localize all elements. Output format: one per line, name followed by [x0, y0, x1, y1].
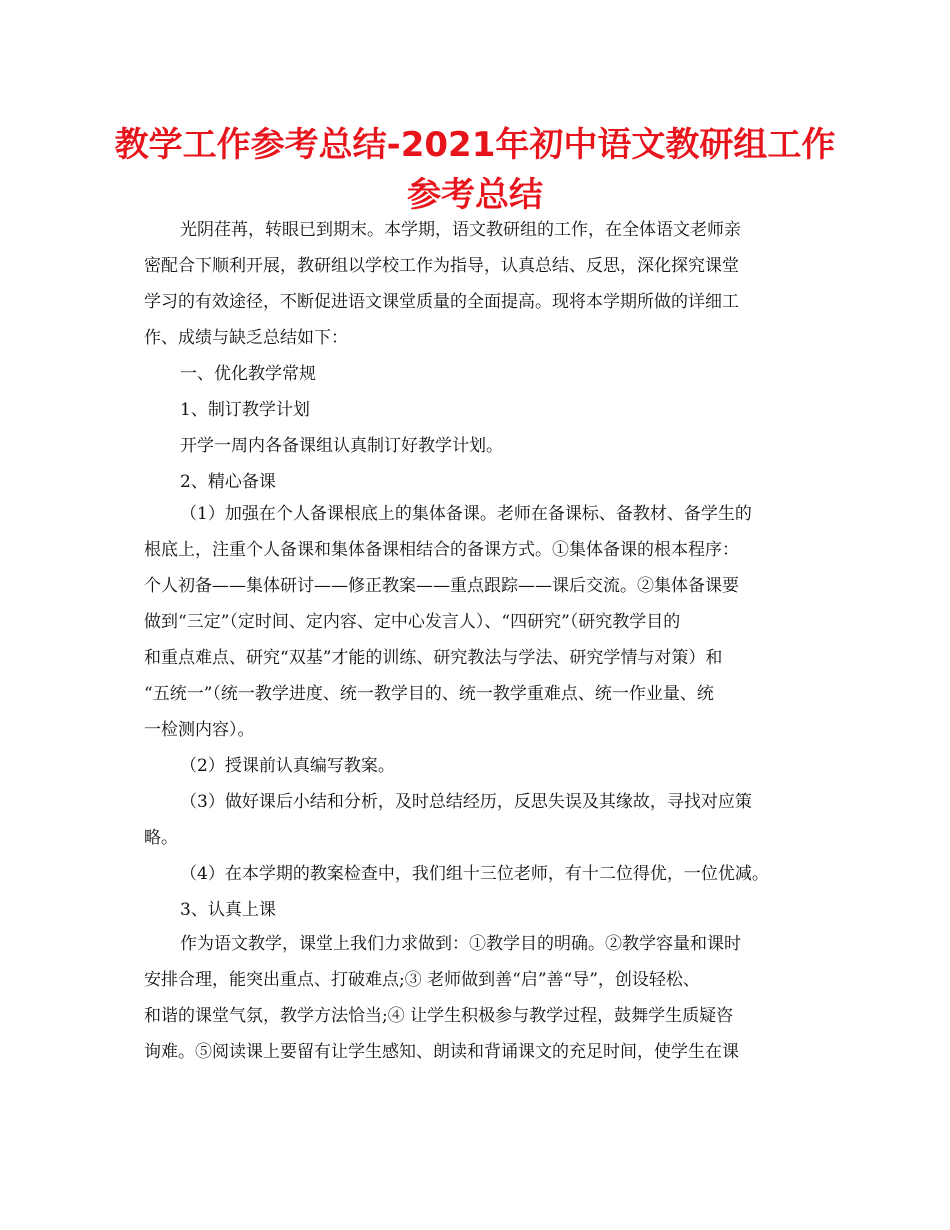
- paragraph-line: 和重点难点、研究“双基”才能的训练、研究教法与学法、研究学情与对策）和: [144, 648, 723, 668]
- paragraph-line: 开学一周内各备课组认真制订好教学计划。: [180, 436, 503, 456]
- subsection-heading: 2、精心备课: [180, 472, 276, 492]
- paragraph-line: 作为语文教学，课堂上我们力求做到：①教学目的明确。②教学容量和课时: [180, 934, 741, 954]
- document-title-line-1: 教学工作参考总结-2021年初中语文教研组工作: [114, 125, 836, 165]
- paragraph-line: （4）在本学期的教案检查中，我们组十三位老师，有十二位得优，一位优减。: [180, 864, 769, 884]
- subsection-heading: 3、认真上课: [180, 900, 276, 920]
- paragraph-line: 根底上，注重个人备课和集体备课相结合的备课方式。①集体备课的根本程序：: [144, 540, 739, 560]
- paragraph-line: 做到“三定”（定时间、定内容、定中心发言人）、“四研究”（研究教学目的: [144, 612, 681, 632]
- paragraph-line: 略。: [144, 828, 178, 848]
- paragraph-line: 安排合理，能突出重点、打破难点;③ 老师做到善“启”善“导”，创设轻松、: [144, 970, 700, 990]
- paragraph-line: 作、成绩与缺乏总结如下：: [144, 328, 348, 348]
- paragraph-line: 询难。⑤阅读课上要留有让学生感知、朗读和背诵课文的充足时间，使学生在课: [144, 1042, 739, 1062]
- paragraph-line: 一检测内容）。: [144, 720, 255, 740]
- document-title-line-2: 参考总结: [407, 175, 543, 215]
- paragraph-line: （2）授课前认真编写教案。: [180, 756, 395, 776]
- paragraph-line: 光阴荏苒，转眼已到期末。本学期，语文教研组的工作，在全体语文老师亲: [180, 220, 741, 240]
- paragraph-line: 和谐的课堂气氛，教学方法恰当;④ 让学生积极参与教学过程，鼓舞学生质疑咨: [144, 1006, 734, 1026]
- section-heading: 一、优化教学常规: [180, 364, 316, 384]
- paragraph-line: （3）做好课后小结和分析，及时总结经历，反思失误及其缘故，寻找对应策: [180, 792, 752, 812]
- paragraph-line: 密配合下顺利开展，教研组以学校工作为指导，认真总结、反思，深化探究课堂: [144, 256, 739, 276]
- subsection-heading: 1、制订教学计划: [180, 400, 310, 420]
- paragraph-line: 学习的有效途径，不断促进语文课堂质量的全面提高。现将本学期所做的详细工: [144, 292, 739, 312]
- paragraph-line: （1）加强在个人备课根底上的集体备课。老师在备课标、备教材、备学生的: [180, 504, 752, 524]
- paragraph-line: 个人初备——集体研讨——修正教案——重点跟踪——课后交流。②集体备课要: [144, 576, 739, 596]
- paragraph-line: “五统一”（统一教学进度、统一教学目的、统一教学重难点、统一作业量、统: [144, 684, 714, 704]
